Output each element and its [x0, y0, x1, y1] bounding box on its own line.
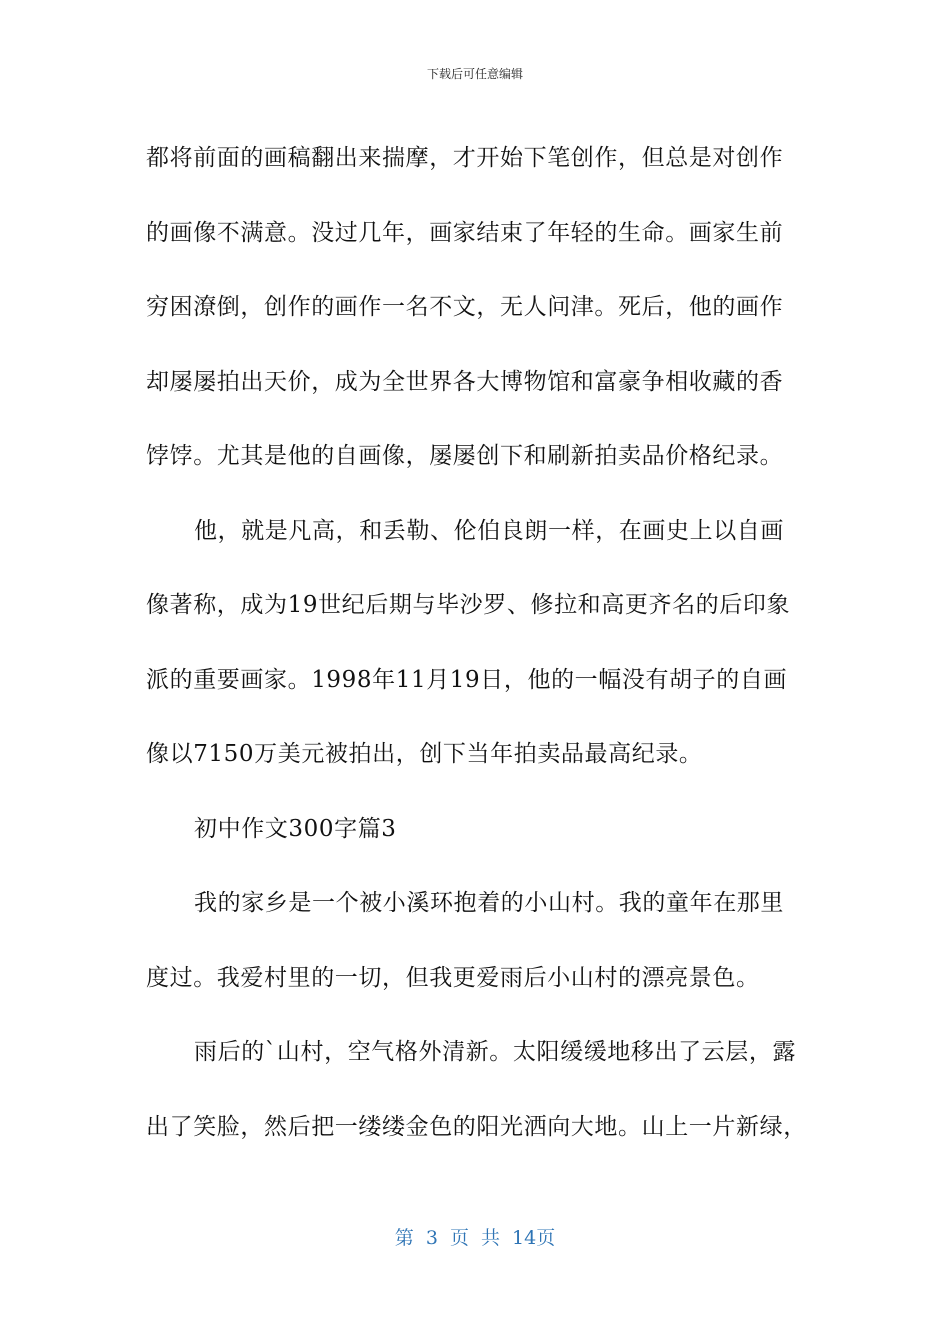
text-line: 都将前面的画稿翻出来揣摩，才开始下笔创作，但总是对创作	[146, 145, 784, 171]
section-heading	[146, 792, 806, 867]
page-header: 下载后可任意编辑	[426, 67, 523, 81]
text-line: 的画像不满意。没过几年，画家结束了年轻的生命。画家生前	[146, 219, 784, 246]
text-line: 穷困潦倒，创作的画作一名不文，无人问津。死后，他的画作	[146, 294, 784, 320]
text-line: 派的重要画家。1998年11月19日，他的一幅没有胡子的自画	[146, 666, 788, 693]
document-body	[146, 121, 806, 1164]
text-line: 却屡屡拍出天价，成为全世界各大博物馆和富豪争相收藏的香	[146, 368, 784, 395]
text-line: 他，就是凡高，和丢勒、伦伯良朗一样，在画史上以自画	[194, 517, 784, 544]
text-line: 我的家乡是一个被小溪环抱着的小山村。我的童年在那里	[194, 890, 784, 916]
paragraph	[146, 494, 806, 792]
text-line: 出了笑脸，然后把一缕缕金色的阳光洒向大地。山上一片新绿，	[146, 1113, 807, 1140]
page-footer: 第 3 页 共 14页	[394, 1227, 556, 1249]
text-line: 雨后的`山村，空气格外清新。太阳缓缓地移出了云层，露	[194, 1039, 797, 1065]
text-line: 初中作文300字篇3	[194, 815, 397, 842]
text-line: 像著称，成为19世纪后期与毕沙罗、修拉和高更齐名的后印象	[146, 592, 791, 618]
text-line: 像以7150万美元被拍出，创下当年拍卖品最高纪录。	[146, 741, 703, 767]
text-line: 度过。我爱村里的一切，但我更爱雨后小山村的漂亮景色。	[146, 964, 760, 991]
paragraph	[146, 1015, 806, 1164]
paragraph	[146, 866, 806, 1015]
paragraph	[146, 121, 806, 494]
text-line: 饽饽。尤其是他的自画像，屡屡创下和刷新拍卖品价格纪录。	[146, 443, 784, 469]
